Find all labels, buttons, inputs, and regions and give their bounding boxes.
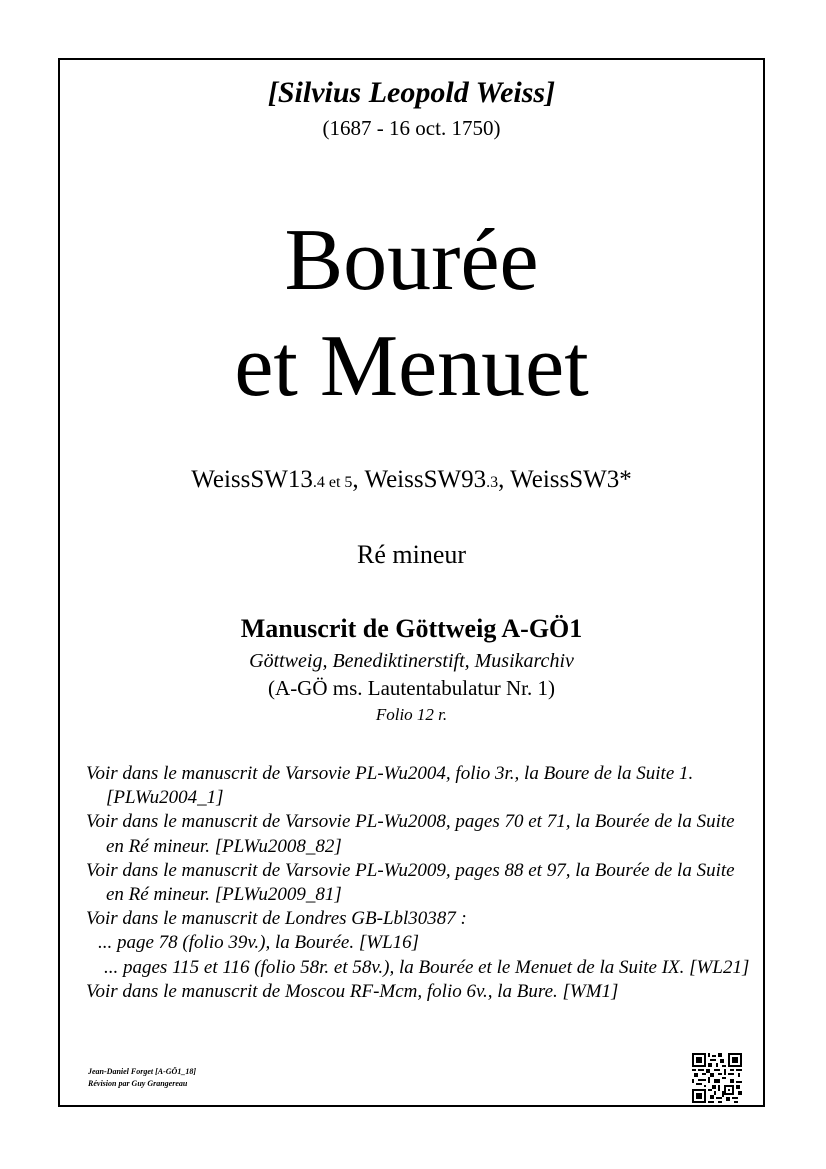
piece-title <box>58 208 765 420</box>
credit-revision: Révision par Guy Grangereau <box>88 1079 188 1088</box>
credits <box>88 1066 196 1090</box>
catalog-number-3: , WeissSW3* <box>498 466 632 493</box>
reference-item: Voir dans le manuscrit de Varsovie PL-Wu2004, folio 3r., la Boure de la Suite 1. [PLWu2004_1] <box>86 763 694 809</box>
manuscript-place: Göttweig, Benediktinerstift, Musikarchiv <box>249 650 574 672</box>
catalog-number-2-suffix: .3 <box>486 474 499 491</box>
references-list <box>86 762 756 1004</box>
credit-author: Jean-Daniel Forget [A-GÖ1_18] <box>88 1067 196 1076</box>
composer-name: [Silvius Leopold Weiss] <box>267 76 556 109</box>
reference-item: Voir dans le manuscrit de Varsovie PL-Wu2008, pages 70 et 71, la Bourée de la Suite en Ré mineur. [PLWu2008_82] <box>86 811 735 857</box>
manuscript-shelfmark: (A-GÖ ms. Lautentabulatur Nr. 1) <box>268 676 555 700</box>
reference-item: Voir dans le manuscrit de Varsovie PL-Wu2009, pages 88 et 97, la Bourée de la Suite en Ré mineur. [PLWu2009_81] <box>86 859 735 906</box>
manuscript-folio: Folio 12 r. <box>375 705 448 724</box>
manuscript-title: Manuscrit de Göttweig A-GÖ1 <box>240 614 583 643</box>
piece-title-line-1: Bourée <box>284 212 539 309</box>
composer-dates: (1687 - 16 oct. 1750) <box>322 116 501 140</box>
reference-subitem: ... pages 115 et 116 (folio 58r. et 58v.), la Bourée et le Menuet de la Suite IX. [WL21] <box>104 956 750 978</box>
catalog-number-2: , WeissSW93 <box>352 466 487 493</box>
key-signature: Ré mineur <box>356 540 467 569</box>
catalog-number-1: WeissSW13 <box>191 466 313 493</box>
reference-item: Voir dans le manuscrit de Moscou RF-Mcm, folio 6v., la Bure. [WM1] <box>86 980 619 1002</box>
piece-title-line-2: et Menuet <box>234 318 589 415</box>
catalog-number-1-suffix: .4 et 5 <box>312 474 353 491</box>
reference-item: Voir dans le manuscrit de Londres GB-Lbl30387 : <box>86 908 467 930</box>
reference-subitem: ... page 78 (folio 39v.), la Bourée. [WL16] <box>98 932 420 954</box>
catalog-numbers <box>58 466 765 494</box>
qr-code-icon <box>692 1053 742 1103</box>
